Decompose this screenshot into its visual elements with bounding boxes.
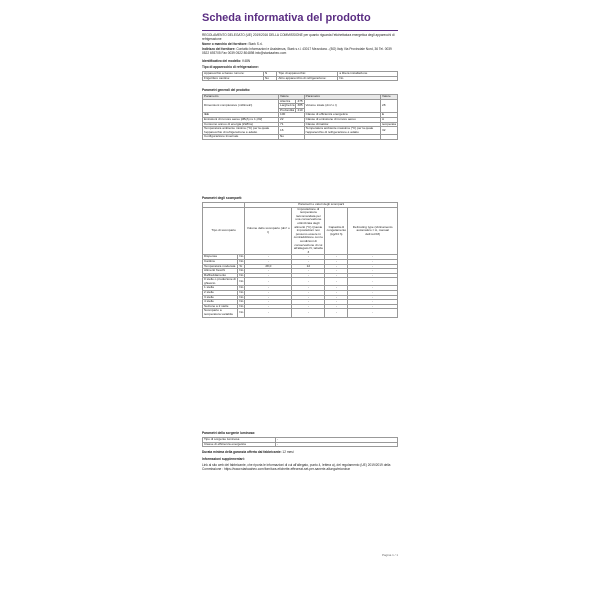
compartment-header: Parametri degli scomparti:	[202, 196, 243, 200]
comp-defrost: -	[348, 300, 398, 305]
col-parameter: Parametro	[203, 95, 279, 100]
comp-freeze: -	[325, 269, 348, 274]
comp-type: 1 stella	[203, 286, 238, 291]
comp-present: No	[239, 303, 244, 308]
comp-freeze: -	[325, 291, 348, 296]
general-value-2: 32	[381, 127, 398, 135]
comp-temp: -	[292, 278, 325, 286]
general-param-2: Classe climatica:	[304, 122, 380, 127]
dim-label-width: Larghezza	[280, 103, 295, 108]
general-row	[203, 135, 398, 140]
comp-freeze: -	[325, 286, 348, 291]
comp-present: No	[239, 299, 244, 304]
comp-defrost: -	[348, 278, 398, 286]
supplier-name: Stark S.r.l.	[248, 42, 264, 46]
dim-label-height: Altezza	[279, 99, 296, 104]
appliance-label: Frigorifero cantina:	[203, 76, 264, 81]
appliance-value: No	[264, 76, 277, 81]
comp-volume: 28,0	[245, 264, 292, 269]
appliance-label: Apparecchio a basso rumore:	[203, 72, 264, 77]
appliance-label-2: Altro apparecchio di refrigerazione:	[277, 76, 338, 81]
compartment-row	[203, 309, 398, 317]
comp-freeze: -	[325, 259, 348, 264]
comp-present: No	[238, 278, 245, 286]
comp-temp: -	[292, 295, 325, 300]
general-value-2: temperata	[382, 121, 396, 126]
model-line	[202, 59, 398, 63]
comp-freeze: -	[325, 304, 348, 309]
light-row	[203, 442, 398, 447]
appliance-row	[203, 76, 398, 81]
supplier-address-line	[202, 47, 398, 55]
dim-label-depth: Profondità	[280, 107, 295, 112]
dims-label: Dimensioni complessive (millimetri)	[203, 99, 279, 113]
model-label: Identificativo del modello:	[202, 59, 242, 63]
comp-temp: -	[292, 269, 325, 274]
comp-volume: -	[245, 309, 292, 317]
comp-temp: -	[292, 255, 325, 260]
comp-present: No	[239, 290, 244, 295]
supplier-address: Contatto Informazioni e Assistenza, Stark s.r.l. 43017 Mezzolara - (BO) Italy Via Provinciale Nord, 36 Tel. 0039 0522 693705 Fax 0039 0522 804898 info@starkaaheo.com	[202, 47, 392, 55]
comp-temp: -	[292, 273, 325, 278]
comp-temp: -	[292, 309, 325, 317]
comp-freeze: -	[325, 278, 348, 286]
light-header: Parametri della sorgente luminosa:	[202, 431, 256, 435]
comp-defrost: -	[348, 291, 398, 296]
comp-freeze: -	[325, 264, 348, 269]
appliance-value: N	[264, 72, 277, 77]
comp-volume: -	[245, 295, 292, 300]
comp-type: 4 stelle	[203, 300, 238, 305]
comp-group-label: Parametri e valori degli scomparti	[245, 203, 398, 208]
light-value: -	[276, 442, 398, 447]
comp-temp: -	[292, 300, 325, 305]
comp-volume: -	[245, 286, 292, 291]
comp-col-volume: Volume dello scomparto (dm³ o l)	[245, 207, 292, 255]
comp-present: No	[238, 309, 245, 317]
comp-temp: -	[292, 286, 325, 291]
comp-volume: -	[245, 255, 292, 260]
comp-col-freeze: Capacità di congelamento (kg/24 h)	[325, 207, 348, 255]
eei-label: IEE	[203, 113, 279, 118]
comp-volume: -	[245, 273, 292, 278]
comp-present: Sì	[238, 264, 245, 269]
supplier-address-label: Indirizzo del fornitore:	[202, 47, 236, 51]
comp-col-temp: Impostazione di temperatura raccomandata per una conservazione ottimizzata degli alimenti (°C) Queste impostazioni non possono essere in contraddizione con le condizioni di conservazione di cui all'allegato IV, tabella 3	[293, 206, 323, 254]
light-value: -	[276, 438, 398, 443]
comp-freeze: -	[325, 255, 348, 260]
comp-present: No	[239, 294, 244, 299]
comp-present: No	[239, 258, 244, 263]
volume-value: 28	[381, 99, 398, 113]
energy-class-label: Classe di efficienza energetica	[304, 113, 380, 118]
comp-present: No	[239, 272, 244, 277]
model-value: K48N	[242, 59, 251, 63]
appliance-type-table	[202, 71, 398, 81]
appliance-label-2: Tipo di apparecchio:	[277, 72, 338, 77]
comp-defrost: -	[348, 295, 398, 300]
supplier-name-label: Nome o marchio del fornitore:	[202, 42, 248, 46]
comp-temp: 12	[292, 264, 325, 269]
general-param: Emissioni di rumore aeree [dB(A) re 1 pW]	[203, 117, 279, 122]
comp-defrost: -	[348, 273, 398, 278]
comp-present: No	[239, 285, 244, 290]
comp-type: Sezione a 2 stelle	[203, 304, 238, 309]
dim-value-depth: 410	[297, 107, 303, 112]
general-param: Consumo annuo di energia (kWh/a)	[203, 122, 279, 127]
comp-defrost: -	[348, 304, 398, 309]
comp-type: 0 stelle o produzione di ghiaccio	[203, 278, 238, 286]
warranty-label: Durata minima della garanzia offerta dal fabbricante:	[202, 450, 282, 454]
comp-defrost: -	[348, 269, 398, 274]
comp-defrost: -	[348, 309, 398, 317]
comp-freeze: -	[325, 300, 348, 305]
dim-value-width: 385	[297, 103, 303, 108]
general-param-2: Temperatura ambiente massima (°C) per la quale l'apparecchio di refrigerazione è adatto	[304, 127, 380, 135]
comp-present: No	[239, 254, 244, 259]
appliance-value-2: No	[338, 76, 398, 81]
supplier-name-line	[202, 42, 398, 46]
general-params-header: Parametri generali del prodotto:	[202, 88, 251, 92]
energy-class-value: E	[381, 113, 398, 118]
compartment-table	[202, 202, 398, 318]
comp-present: No	[239, 268, 244, 273]
comp-defrost: -	[348, 259, 398, 264]
col-value: Valore	[279, 95, 305, 100]
comp-temp: -	[292, 259, 325, 264]
comp-defrost: -	[348, 286, 398, 291]
comp-volume: -	[245, 259, 292, 264]
general-param-2	[304, 135, 380, 140]
comp-freeze: -	[325, 295, 348, 300]
extra-text: Link al sito web del fabbricante, che riporta le informazioni di cui all'allegato, punto 4, lettera a), del regolamento (UE) 2019/2019 della Commissione : https://www.starkaaheo.com/fornitura-etichette-effecreat-set-per-sanerie-allunga/microbar	[202, 463, 391, 471]
general-value: No	[279, 135, 305, 140]
general-param-2: Classe di emissione di rumore aereo	[304, 117, 380, 122]
regulation-text: REGOLAMENTO DELEGATO (UE) 2019/2016 DELLA COMMISSIONE per quanto riguarda l'etichettatura energetica degli apparecchi di refrigerazione	[202, 33, 395, 41]
comp-defrost: -	[348, 255, 398, 260]
comp-volume: -	[245, 269, 292, 274]
comp-type: Scomparto a temperatura variabile	[203, 309, 238, 317]
comp-volume: -	[245, 291, 292, 296]
comp-temp: -	[292, 304, 325, 309]
eei-value: 100	[279, 113, 305, 118]
page-number: Pagina 1 / 1	[381, 553, 398, 557]
title-divider	[202, 30, 398, 31]
extra-header: Informazioni supplementari:	[202, 457, 245, 461]
general-value-2: A	[381, 117, 398, 122]
comp-type: Temperatura moderata	[203, 264, 238, 269]
comp-col-type: Tipo di scomparto	[203, 207, 245, 255]
dim-value-height: 475	[297, 98, 303, 103]
comp-type: Cantina	[203, 259, 238, 264]
appliance-type-header: Tipo di apparecchio di refrigerazione:	[202, 65, 259, 69]
product-sheet	[199, 10, 402, 560]
comp-type: Raffreddamento	[203, 273, 238, 278]
general-value-2	[381, 135, 398, 140]
warranty-line	[202, 450, 398, 454]
general-param: Configurazione Invernale	[203, 135, 279, 140]
comp-temp: -	[292, 291, 325, 296]
comp-freeze: -	[325, 273, 348, 278]
warranty-value: 12 mesi	[282, 450, 294, 454]
comp-volume: -	[245, 278, 292, 286]
comp-volume: -	[245, 304, 292, 309]
light-param: Classe di efficienza energetica	[203, 442, 276, 447]
compartment-row	[203, 278, 398, 286]
light-table	[202, 437, 398, 447]
light-param: Tipo di sorgente luminosa	[203, 438, 276, 443]
general-param: Temperatura ambiente minima (°C) per la quale l'apparecchio di refrigerazione è adatto	[203, 127, 279, 135]
general-value: 71	[279, 122, 305, 127]
general-value: 16	[279, 127, 305, 135]
general-value: 22	[279, 117, 305, 122]
comp-header-row	[203, 207, 398, 255]
appliance-value-2: a libera installazione	[338, 72, 398, 77]
col-value-2: Valore	[381, 95, 398, 100]
general-params-table	[202, 94, 398, 140]
comp-type: Dispensa	[203, 255, 238, 260]
page-title: Scheda informativa del prodotto	[202, 12, 371, 24]
col-parameter-2: Parametro	[304, 95, 380, 100]
comp-defrost: -	[348, 264, 398, 269]
comp-type: 3 stelle	[203, 295, 238, 300]
comp-freeze: -	[325, 309, 348, 317]
comp-type: Alimenti freschi	[203, 269, 238, 274]
comp-volume: -	[245, 300, 292, 305]
volume-label: Volume totale (dm³ o l)	[304, 99, 380, 113]
comp-col-defrost: Defrosting type (sbrinamento automatico = A, manual defrost=M)	[348, 207, 398, 255]
comp-type: 2 stelle	[203, 291, 238, 296]
